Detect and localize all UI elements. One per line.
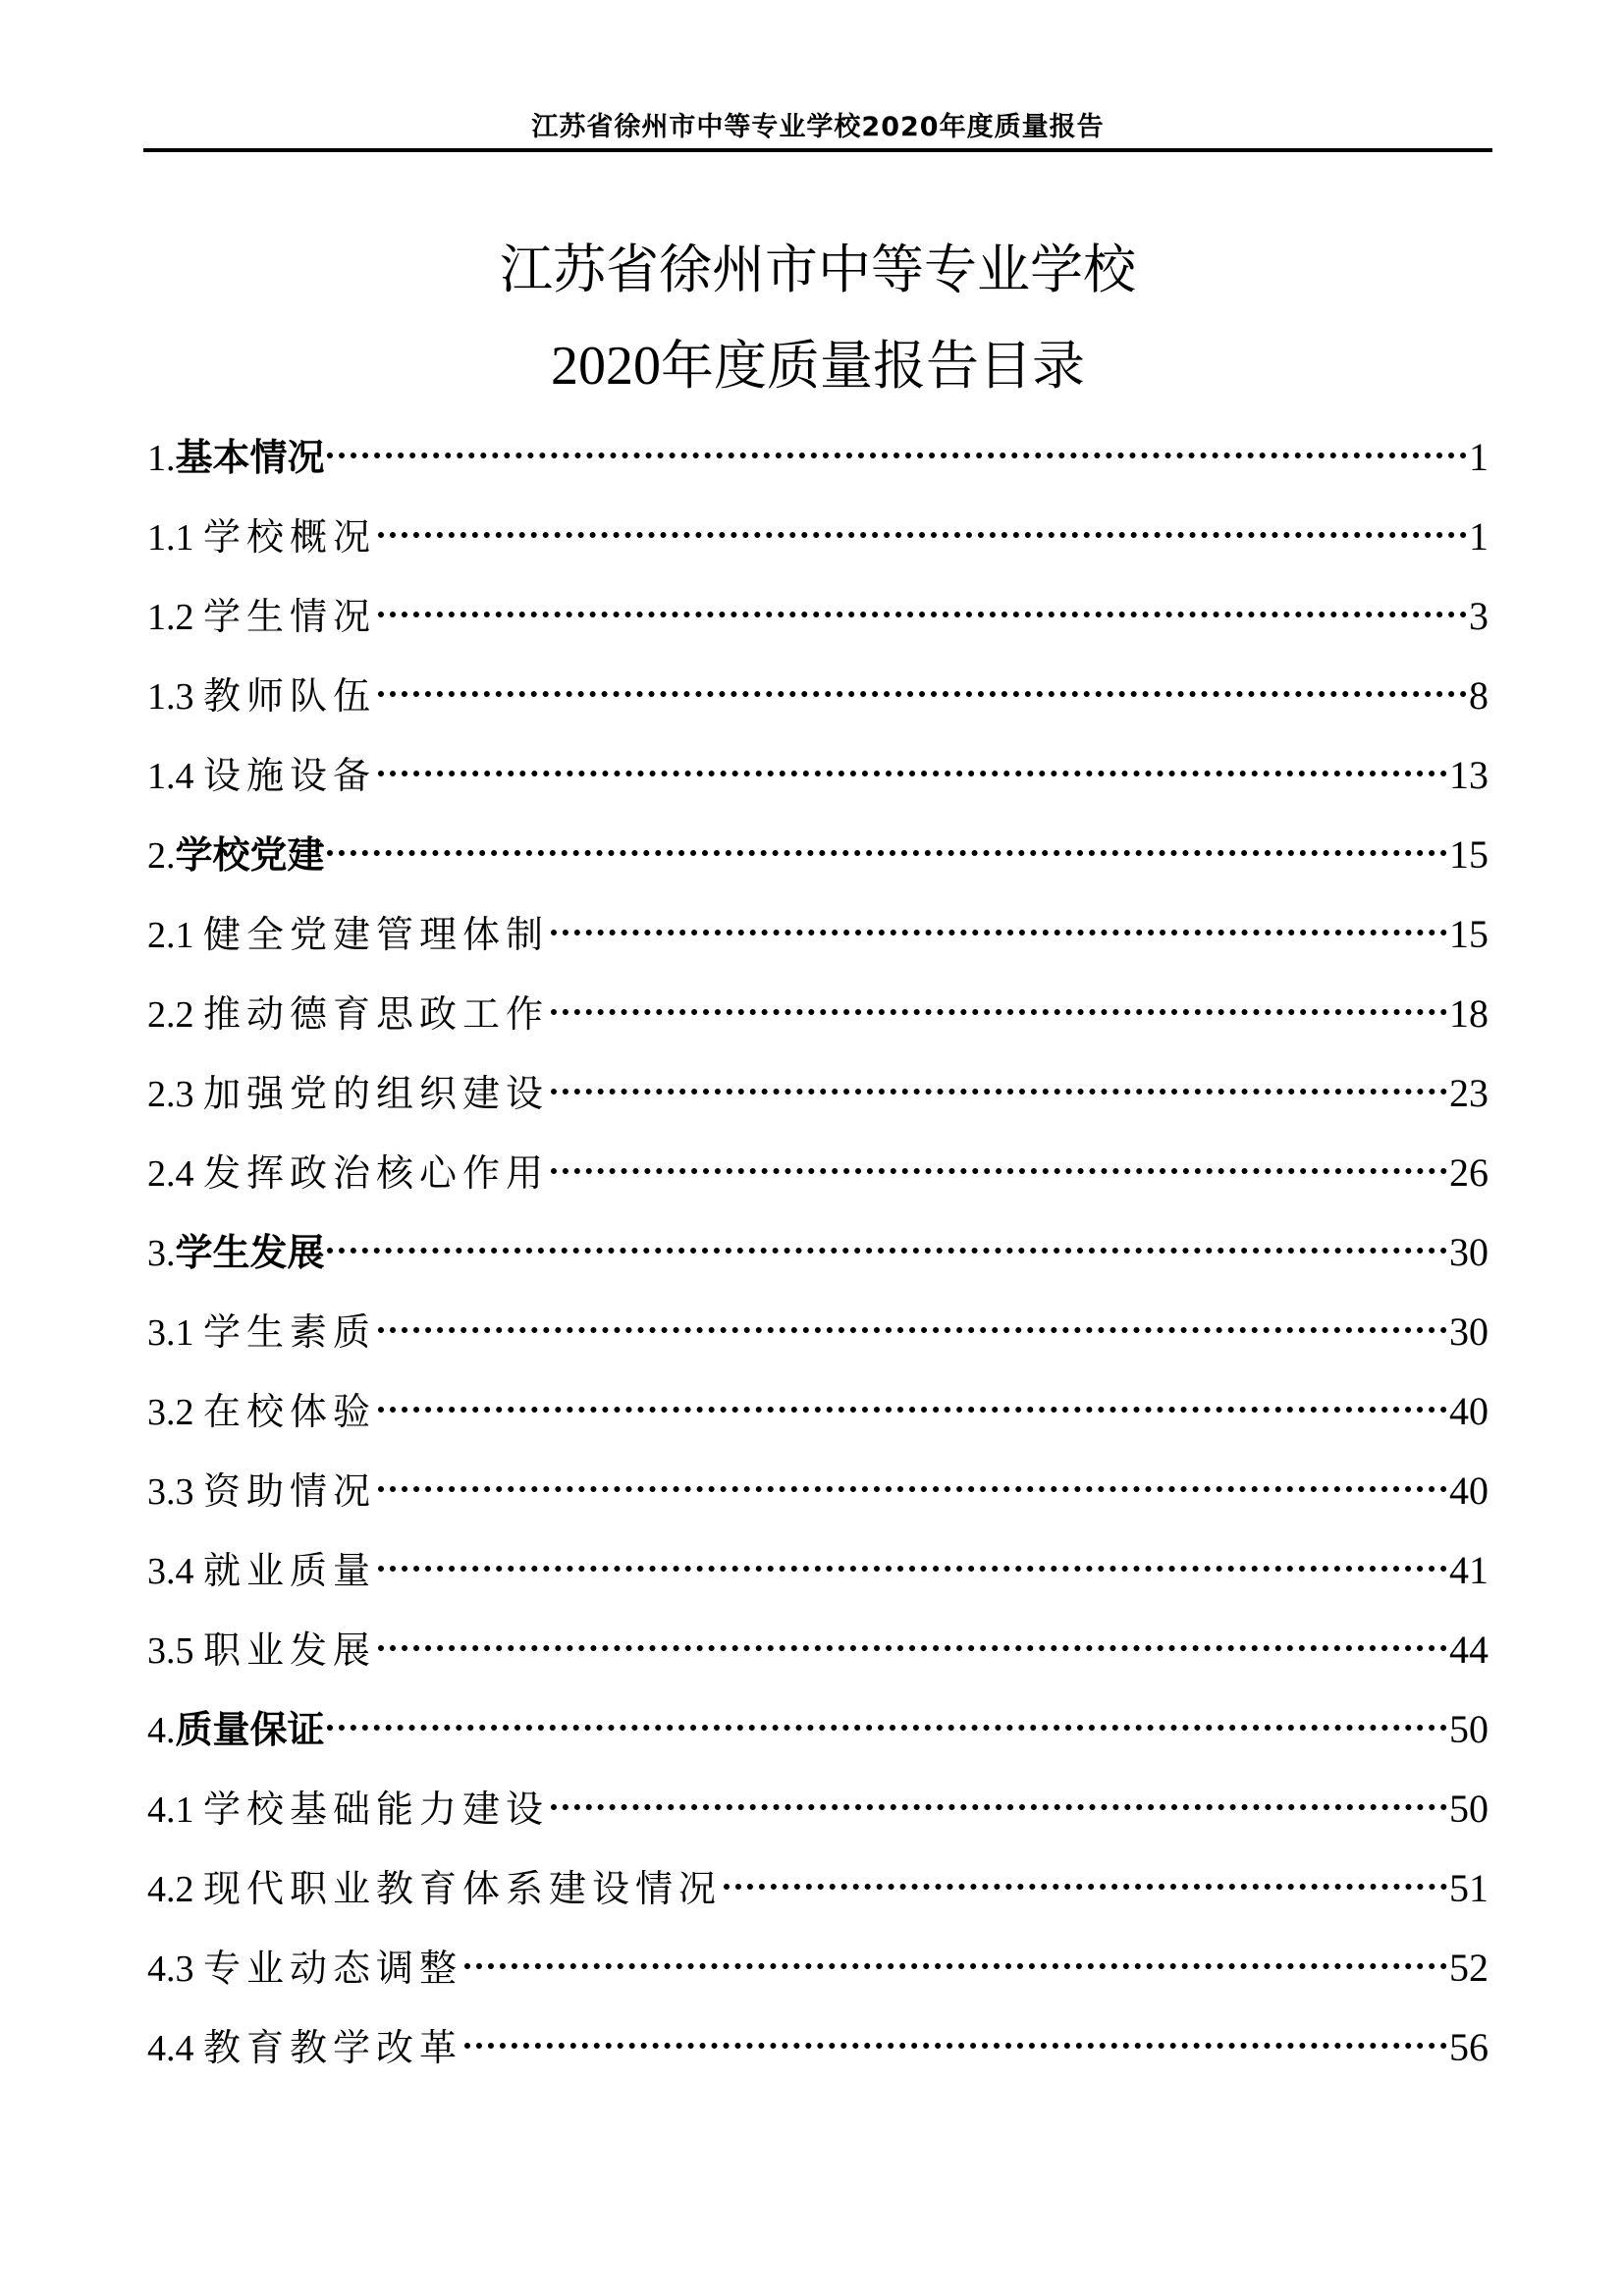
document-title-line-1: 江苏省徐州市中等专业学校 <box>500 239 1136 300</box>
toc-entry-page: 26 <box>1449 1150 1489 1195</box>
toc-entry-title: 职业发展 <box>203 1629 377 1672</box>
running-header: 江苏省徐州市中等专业学校2020年度质量报告 <box>531 112 1105 142</box>
toc-entry-label <box>147 424 325 492</box>
toc-entry-4[interactable] <box>147 1696 1489 1776</box>
toc-entry-number: 2.1 <box>147 915 203 956</box>
toc-leader-dots <box>378 1407 1447 1413</box>
toc-leader-dots <box>378 1486 1447 1492</box>
toc-leader-dots <box>327 1248 1447 1254</box>
toc-entry-title: 教师队伍 <box>203 674 377 718</box>
toc-leader-dots <box>378 771 1447 776</box>
toc-entry-page: 13 <box>1449 753 1489 797</box>
toc-entry-2[interactable] <box>147 822 1489 901</box>
toc-leader-dots <box>378 532 1467 538</box>
toc-entry-number: 3.4 <box>147 1551 203 1592</box>
toc-entry-label <box>147 1935 462 2002</box>
toc-leader-dots <box>551 1168 1447 1174</box>
toc-entry-number: 4. <box>147 1710 176 1751</box>
toc-entry-page: 56 <box>1449 2025 1489 2069</box>
toc-entry-3-5[interactable] <box>147 1617 1489 1696</box>
toc-entry-label <box>147 1060 549 1128</box>
toc-entry-title: 资助情况 <box>203 1469 377 1513</box>
toc-entry-page: 51 <box>1449 1866 1489 1910</box>
toc-entry-title: 发挥政治核心作用 <box>203 1151 550 1195</box>
toc-leader-dots <box>378 1327 1447 1333</box>
toc-entry-page: 23 <box>1449 1071 1489 1115</box>
toc-entry-number: 3. <box>147 1233 176 1274</box>
toc-entry-label <box>147 504 376 571</box>
toc-entry-number: 4.1 <box>147 1789 203 1831</box>
toc-entry-label <box>147 1776 549 1843</box>
title-year: 2020 <box>551 336 661 397</box>
toc-leader-dots <box>327 850 1447 856</box>
toc-entry-page: 1 <box>1469 435 1489 479</box>
toc-entry-number: 2.2 <box>147 994 203 1036</box>
toc-entry-number: 1. <box>147 438 176 479</box>
toc-entry-number: 2.4 <box>147 1153 203 1195</box>
toc-entry-4-1[interactable] <box>147 1776 1489 1855</box>
toc-entry-label <box>147 901 549 969</box>
toc-entry-number: 2.3 <box>147 1074 203 1115</box>
toc-entry-page: 44 <box>1449 1628 1489 1672</box>
toc-entry-2-3[interactable] <box>147 1060 1489 1140</box>
toc-entry-number: 1.1 <box>147 517 203 559</box>
toc-entry-label <box>147 742 376 810</box>
toc-entry-page: 52 <box>1449 1946 1489 1990</box>
toc-entry-title: 加强党的组织建设 <box>203 1072 550 1115</box>
toc-entry-number: 1.4 <box>147 756 203 797</box>
toc-entry-label <box>147 1140 549 1207</box>
toc-entry-title: 健全党建管理体制 <box>203 913 550 956</box>
toc-entry-number: 4.2 <box>147 1869 203 1910</box>
toc-entry-page: 50 <box>1449 1787 1489 1831</box>
toc-entry-title: 学生发展 <box>175 1231 325 1274</box>
toc-leader-dots <box>327 1725 1447 1731</box>
toc-leader-dots <box>378 1645 1447 1651</box>
toc-entry-title: 学校基础能力建设 <box>203 1788 550 1831</box>
toc-entry-page: 41 <box>1449 1548 1489 1592</box>
toc-entry-2-4[interactable] <box>147 1140 1489 1219</box>
toc-entry-number: 4.3 <box>147 1949 203 1990</box>
toc-leader-dots <box>464 1963 1447 1969</box>
toc-leader-dots <box>378 612 1467 617</box>
toc-entry-label <box>147 2014 462 2082</box>
toc-entry-page: 50 <box>1449 1707 1489 1751</box>
toc-entry-2-1[interactable] <box>147 901 1489 981</box>
toc-entry-2-2[interactable] <box>147 981 1489 1060</box>
toc-leader-dots <box>464 2043 1447 2049</box>
toc-entry-number: 2. <box>147 835 176 877</box>
toc-entry-page: 18 <box>1449 991 1489 1036</box>
toc-entry-label <box>147 583 376 651</box>
toc-entry-page: 30 <box>1449 1309 1489 1354</box>
toc-leader-dots <box>724 1884 1447 1890</box>
toc-entry-3-3[interactable] <box>147 1458 1489 1537</box>
toc-entry-label <box>147 1696 325 1764</box>
toc-entry-page: 30 <box>1449 1230 1489 1274</box>
toc-entry-title: 现代职业教育体系建设情况 <box>203 1867 723 1910</box>
toc-entry-label <box>147 1378 376 1446</box>
toc-leader-dots <box>551 930 1447 935</box>
toc-entry-label <box>147 1855 722 1923</box>
toc-entry-label <box>147 822 325 889</box>
toc-entry-page: 15 <box>1449 832 1489 877</box>
toc-entry-1-3[interactable] <box>147 663 1489 742</box>
toc-entry-3-1[interactable] <box>147 1299 1489 1378</box>
header-rule <box>143 148 1492 152</box>
toc-entry-label <box>147 1219 325 1287</box>
toc-entry-page: 15 <box>1449 912 1489 956</box>
toc-entry-title: 在校体验 <box>203 1390 377 1433</box>
toc-entry-page: 40 <box>1449 1468 1489 1513</box>
toc-entry-title: 学生素质 <box>203 1310 377 1354</box>
toc-entry-page: 8 <box>1469 673 1489 718</box>
toc-entry-label <box>147 1537 376 1605</box>
toc-entry-1-4[interactable] <box>147 742 1489 822</box>
title-suffix: 年度质量报告目录 <box>661 335 1085 397</box>
toc-entry-page: 3 <box>1469 594 1489 638</box>
toc-entry-label <box>147 1617 376 1684</box>
toc-entry-label <box>147 663 376 730</box>
toc-entry-title: 基本情况 <box>175 436 325 479</box>
toc-entry-label <box>147 1458 376 1525</box>
toc-entry-1[interactable] <box>147 424 1489 504</box>
toc-entry-title: 学校党建 <box>175 833 325 877</box>
toc-entry-number: 3.5 <box>147 1630 203 1672</box>
toc-entry-4-4[interactable] <box>147 2014 1489 2094</box>
toc-entry-number: 3.1 <box>147 1312 203 1354</box>
toc-entry-3[interactable] <box>147 1219 1489 1299</box>
toc-entry-label <box>147 1299 376 1366</box>
document-title-line-2 <box>143 332 1492 400</box>
toc-leader-dots <box>378 691 1467 697</box>
toc-entry-1-2[interactable] <box>147 583 1489 663</box>
table-of-contents <box>147 424 1489 2094</box>
toc-leader-dots <box>327 453 1467 458</box>
toc-entry-title: 学生情况 <box>203 595 377 638</box>
toc-entry-title: 教育教学改革 <box>203 2026 463 2069</box>
toc-entry-number: 3.3 <box>147 1471 203 1513</box>
toc-leader-dots <box>551 1089 1447 1095</box>
toc-entry-number: 3.2 <box>147 1392 203 1433</box>
toc-entry-4-3[interactable] <box>147 1935 1489 2014</box>
toc-entry-title: 学校概况 <box>203 515 377 559</box>
toc-entry-title: 质量保证 <box>175 1708 325 1751</box>
toc-leader-dots <box>551 1009 1447 1015</box>
toc-entry-page: 40 <box>1449 1389 1489 1433</box>
toc-entry-title: 就业质量 <box>203 1549 377 1592</box>
toc-entry-1-1[interactable] <box>147 504 1489 583</box>
toc-entry-page: 1 <box>1469 514 1489 559</box>
toc-entry-label <box>147 981 549 1048</box>
toc-leader-dots <box>378 1566 1447 1572</box>
toc-leader-dots <box>551 1804 1447 1810</box>
toc-entry-4-2[interactable] <box>147 1855 1489 1935</box>
toc-entry-3-4[interactable] <box>147 1537 1489 1617</box>
toc-entry-number: 1.3 <box>147 676 203 718</box>
toc-entry-number: 4.4 <box>147 2028 203 2069</box>
toc-entry-title: 设施设备 <box>203 754 377 797</box>
toc-entry-title: 专业动态调整 <box>203 1947 463 1990</box>
toc-entry-title: 推动德育思政工作 <box>203 992 550 1036</box>
toc-entry-3-2[interactable] <box>147 1378 1489 1458</box>
toc-entry-number: 1.2 <box>147 597 203 638</box>
